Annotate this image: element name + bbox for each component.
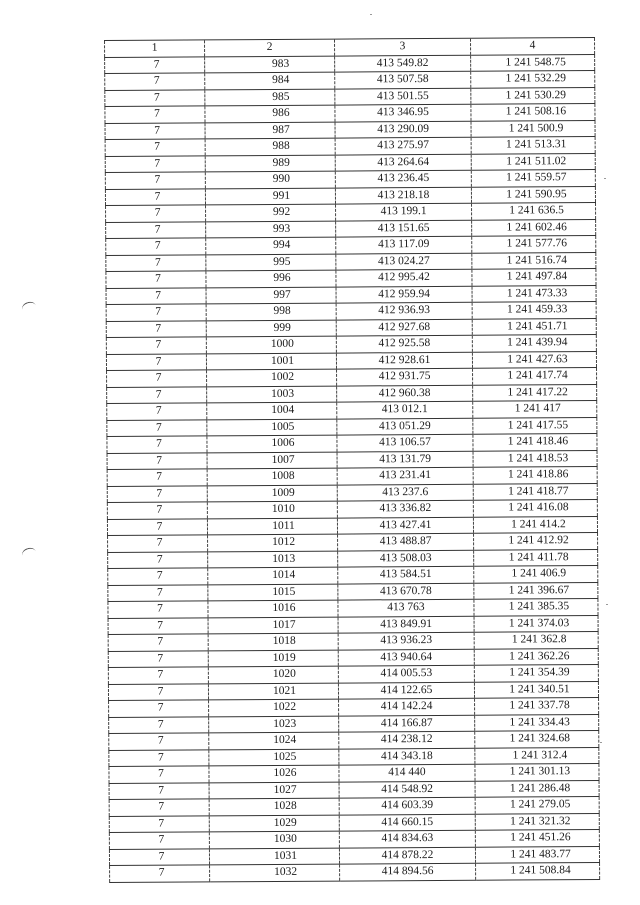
y-coordinate-cell: 1 241 590.95: [471, 186, 595, 203]
y-coordinate-cell: 1 241 636.5: [472, 203, 596, 220]
x-coordinate-cell: 414 834.63: [339, 830, 475, 847]
zone-cell: 7: [110, 865, 210, 882]
y-coordinate-cell: 1 241 301.13: [475, 763, 599, 780]
point-number-cell: 1022: [209, 699, 339, 716]
y-coordinate-cell: 1 241 602.46: [472, 219, 596, 236]
x-coordinate-cell: 413 237.6: [337, 484, 473, 501]
zone-cell: 7: [109, 716, 209, 733]
point-number-cell: 1012: [208, 534, 338, 551]
x-coordinate-cell: 413 346.95: [335, 104, 471, 121]
zone-cell: 7: [109, 832, 209, 849]
point-number-cell: 996: [206, 270, 336, 287]
y-coordinate-cell: 1 241 417: [473, 400, 597, 417]
x-coordinate-cell: 414 343.18: [339, 748, 475, 765]
x-coordinate-cell: 413 290.09: [335, 121, 471, 138]
zone-cell: 7: [108, 667, 208, 684]
y-coordinate-cell: 1 241 354.39: [474, 664, 598, 681]
x-coordinate-cell: 414 548.92: [339, 781, 475, 798]
point-number-cell: 1032: [210, 864, 340, 881]
zone-cell: 7: [109, 766, 209, 783]
scan-speck: [600, 742, 602, 743]
x-coordinate-cell: 412 931.75: [337, 368, 473, 385]
x-coordinate-cell: 413 936.23: [338, 632, 474, 649]
header-cell: 3: [334, 38, 470, 55]
zone-cell: 7: [106, 205, 206, 222]
x-coordinate-cell: 413 106.57: [337, 434, 473, 451]
x-coordinate-cell: 414 660.15: [339, 814, 475, 831]
point-number-cell: 1030: [209, 831, 339, 848]
point-number-cell: 987: [205, 122, 335, 139]
zone-cell: 7: [109, 700, 209, 717]
point-number-cell: 984: [205, 72, 335, 89]
zone-cell: 7: [109, 848, 209, 865]
y-coordinate-cell: 1 241 451.26: [475, 829, 599, 846]
zone-cell: 7: [108, 535, 208, 552]
zone-cell: 7: [109, 782, 209, 799]
point-number-cell: 999: [206, 320, 336, 337]
y-coordinate-cell: 1 241 411.78: [474, 549, 598, 566]
x-coordinate-cell: 413 584.51: [338, 566, 474, 583]
point-number-cell: 1013: [208, 551, 338, 568]
zone-cell: 7: [106, 287, 206, 304]
point-number-cell: 986: [205, 105, 335, 122]
x-coordinate-cell: 412 936.93: [336, 302, 472, 319]
y-coordinate-cell: 1 241 559.57: [471, 170, 595, 187]
point-number-cell: 1007: [207, 452, 337, 469]
y-coordinate-cell: 1 241 321.32: [475, 813, 599, 830]
x-coordinate-cell: 412 960.38: [337, 385, 473, 402]
y-coordinate-cell: 1 241 412.92: [474, 532, 598, 549]
x-coordinate-cell: 413 275.97: [335, 137, 471, 154]
y-coordinate-cell: 1 241 334.43: [475, 714, 599, 731]
header-cell: 4: [470, 38, 594, 55]
point-number-cell: 1014: [208, 567, 338, 584]
zone-cell: 7: [109, 749, 209, 766]
zone-cell: 7: [108, 568, 208, 585]
x-coordinate-cell: 414 142.24: [339, 698, 475, 715]
point-number-cell: 983: [205, 56, 335, 73]
zone-cell: 7: [105, 155, 205, 172]
y-coordinate-cell: 1 241 548.75: [471, 54, 595, 71]
punch-hole-mark: [21, 546, 38, 561]
scan-speck: [606, 604, 608, 605]
point-number-cell: 985: [205, 89, 335, 106]
zone-cell: 7: [105, 172, 205, 189]
y-coordinate-cell: 1 241 427.63: [472, 351, 596, 368]
zone-cell: 7: [107, 452, 207, 469]
zone-cell: 7: [105, 89, 205, 106]
coordinates-table: [104, 37, 600, 882]
point-number-cell: 1000: [206, 336, 336, 353]
point-number-cell: 1006: [207, 435, 337, 452]
point-number-cell: 1005: [207, 419, 337, 436]
table-body: [105, 54, 600, 882]
y-coordinate-cell: 1 241 279.05: [475, 796, 599, 813]
punch-hole-mark: [21, 300, 38, 315]
point-number-cell: 1002: [207, 369, 337, 386]
y-coordinate-cell: 1 241 497.84: [472, 268, 596, 285]
x-coordinate-cell: 414 005.53: [338, 665, 474, 682]
x-coordinate-cell: 413 117.09: [336, 236, 472, 253]
x-coordinate-cell: 413 488.87: [338, 533, 474, 550]
point-number-cell: 1011: [207, 518, 337, 535]
y-coordinate-cell: 1 241 451.71: [472, 318, 596, 335]
y-coordinate-cell: 1 241 530.29: [471, 87, 595, 104]
point-number-cell: 998: [206, 303, 336, 320]
x-coordinate-cell: 413 151.65: [336, 220, 472, 237]
point-number-cell: 1008: [207, 468, 337, 485]
header-cell: 1: [105, 40, 205, 57]
point-number-cell: 1026: [209, 765, 339, 782]
x-coordinate-cell: 412 959.94: [336, 286, 472, 303]
x-coordinate-cell: 413 231.41: [337, 467, 473, 484]
point-number-cell: 993: [206, 221, 336, 238]
y-coordinate-cell: 1 241 483.77: [475, 846, 599, 863]
point-number-cell: 1023: [209, 716, 339, 733]
point-number-cell: 1027: [209, 782, 339, 799]
y-coordinate-cell: 1 241 418.53: [473, 450, 597, 467]
y-coordinate-cell: 1 241 414.2: [473, 516, 597, 533]
zone-cell: 7: [106, 238, 206, 255]
x-coordinate-cell: 414 603.39: [339, 797, 475, 814]
x-coordinate-cell: 414 166.87: [339, 715, 475, 732]
y-coordinate-cell: 1 241 324.68: [475, 730, 599, 747]
zone-cell: 7: [108, 601, 208, 618]
point-number-cell: 1009: [207, 485, 337, 502]
y-coordinate-cell: 1 241 385.35: [474, 598, 598, 615]
y-coordinate-cell: 1 241 532.29: [471, 71, 595, 88]
zone-cell: 7: [108, 617, 208, 634]
header-cell: 2: [205, 39, 335, 56]
point-number-cell: 1003: [207, 386, 337, 403]
zone-cell: 7: [106, 304, 206, 321]
y-coordinate-cell: 1 241 511.02: [471, 153, 595, 170]
x-coordinate-cell: 413 024.27: [336, 253, 472, 270]
point-number-cell: 1031: [209, 848, 339, 865]
point-number-cell: 1010: [207, 501, 337, 518]
x-coordinate-cell: 413 236.45: [335, 170, 471, 187]
x-coordinate-cell: 414 440: [339, 764, 475, 781]
zone-cell: 7: [107, 386, 207, 403]
point-number-cell: 992: [206, 204, 336, 221]
point-number-cell: 1001: [206, 353, 336, 370]
point-number-cell: 1019: [208, 650, 338, 667]
x-coordinate-cell: 413 012.1: [337, 401, 473, 418]
zone-cell: 7: [105, 106, 205, 123]
x-coordinate-cell: 413 849.91: [338, 616, 474, 633]
zone-cell: 7: [107, 370, 207, 387]
scan-speck: [370, 14, 372, 15]
zone-cell: 7: [107, 419, 207, 436]
point-number-cell: 1015: [208, 584, 338, 601]
point-number-cell: 1021: [208, 683, 338, 700]
zone-cell: 7: [107, 436, 207, 453]
zone-cell: 7: [107, 403, 207, 420]
x-coordinate-cell: 413 427.41: [337, 517, 473, 534]
point-number-cell: 988: [205, 138, 335, 155]
x-coordinate-cell: 413 549.82: [335, 55, 471, 72]
point-number-cell: 1025: [209, 749, 339, 766]
y-coordinate-cell: 1 241 513.31: [471, 137, 595, 154]
x-coordinate-cell: 412 928.61: [336, 352, 472, 369]
y-coordinate-cell: 1 241 500.9: [471, 120, 595, 137]
zone-cell: 7: [106, 337, 206, 354]
x-coordinate-cell: 412 927.68: [336, 319, 472, 336]
point-number-cell: 1029: [209, 815, 339, 832]
x-coordinate-cell: 413 763: [338, 599, 474, 616]
y-coordinate-cell: 1 241 374.03: [474, 615, 598, 632]
y-coordinate-cell: 1 241 439.94: [472, 334, 596, 351]
y-coordinate-cell: 1 241 406.9: [474, 565, 598, 582]
point-number-cell: 1028: [209, 798, 339, 815]
y-coordinate-cell: 1 241 508.84: [476, 862, 600, 879]
zone-cell: 7: [107, 518, 207, 535]
y-coordinate-cell: 1 241 418.77: [473, 483, 597, 500]
zone-cell: 7: [108, 584, 208, 601]
zone-cell: 7: [106, 320, 206, 337]
x-coordinate-cell: 414 238.12: [339, 731, 475, 748]
point-number-cell: 990: [205, 171, 335, 188]
point-number-cell: 995: [206, 254, 336, 271]
x-coordinate-cell: 413 507.58: [335, 71, 471, 88]
zone-cell: 7: [108, 634, 208, 651]
y-coordinate-cell: 1 241 362.26: [474, 648, 598, 665]
zone-cell: 7: [105, 188, 205, 205]
zone-cell: 7: [109, 733, 209, 750]
point-number-cell: 1020: [208, 666, 338, 683]
x-coordinate-cell: 412 925.58: [336, 335, 472, 352]
y-coordinate-cell: 1 241 516.74: [472, 252, 596, 269]
zone-cell: 7: [105, 122, 205, 139]
y-coordinate-cell: 1 241 577.76: [472, 236, 596, 253]
y-coordinate-cell: 1 241 340.51: [474, 681, 598, 698]
point-number-cell: 1018: [208, 633, 338, 650]
zone-cell: 7: [107, 469, 207, 486]
zone-cell: 7: [108, 683, 208, 700]
scan-speck: [604, 178, 606, 179]
zone-cell: 7: [106, 353, 206, 370]
x-coordinate-cell: 413 131.79: [337, 451, 473, 468]
x-coordinate-cell: 413 051.29: [337, 418, 473, 435]
zone-cell: 7: [105, 139, 205, 156]
x-coordinate-cell: 414 122.65: [338, 682, 474, 699]
zone-cell: 7: [107, 502, 207, 519]
point-number-cell: 991: [205, 188, 335, 205]
x-coordinate-cell: 413 940.64: [338, 649, 474, 666]
y-coordinate-cell: 1 241 312.4: [475, 747, 599, 764]
y-coordinate-cell: 1 241 337.78: [475, 697, 599, 714]
zone-cell: 7: [108, 551, 208, 568]
point-number-cell: 1016: [208, 600, 338, 617]
x-coordinate-cell: 413 508.03: [338, 550, 474, 567]
point-number-cell: 997: [206, 287, 336, 304]
y-coordinate-cell: 1 241 396.67: [474, 582, 598, 599]
x-coordinate-cell: 413 199.1: [336, 203, 472, 220]
zone-cell: 7: [106, 221, 206, 238]
y-coordinate-cell: 1 241 417.74: [473, 367, 597, 384]
y-coordinate-cell: 1 241 417.55: [473, 417, 597, 434]
y-coordinate-cell: 1 241 416.08: [473, 499, 597, 516]
zone-cell: 7: [109, 799, 209, 816]
y-coordinate-cell: 1 241 418.46: [473, 433, 597, 450]
zone-cell: 7: [106, 254, 206, 271]
table-row: [110, 862, 600, 881]
x-coordinate-cell: 414 878.22: [339, 847, 475, 864]
zone-cell: 7: [105, 56, 205, 73]
x-coordinate-cell: 413 218.18: [335, 187, 471, 204]
point-number-cell: 994: [206, 237, 336, 254]
x-coordinate-cell: 412 995.42: [336, 269, 472, 286]
point-number-cell: 1024: [209, 732, 339, 749]
x-coordinate-cell: 414 894.56: [340, 863, 476, 880]
zone-cell: 7: [105, 73, 205, 90]
y-coordinate-cell: 1 241 418.86: [473, 466, 597, 483]
point-number-cell: 989: [205, 155, 335, 172]
y-coordinate-cell: 1 241 508.16: [471, 104, 595, 121]
zone-cell: 7: [107, 485, 207, 502]
x-coordinate-cell: 413 264.64: [335, 154, 471, 171]
y-coordinate-cell: 1 241 417.22: [473, 384, 597, 401]
zone-cell: 7: [109, 815, 209, 832]
zone-cell: 7: [108, 650, 208, 667]
y-coordinate-cell: 1 241 362.8: [474, 631, 598, 648]
zone-cell: 7: [106, 271, 206, 288]
x-coordinate-cell: 413 501.55: [335, 88, 471, 105]
point-number-cell: 1017: [208, 617, 338, 634]
y-coordinate-cell: 1 241 286.48: [475, 780, 599, 797]
y-coordinate-cell: 1 241 473.33: [472, 285, 596, 302]
point-number-cell: 1004: [207, 402, 337, 419]
y-coordinate-cell: 1 241 459.33: [472, 301, 596, 318]
x-coordinate-cell: 413 670.78: [338, 583, 474, 600]
x-coordinate-cell: 413 336.82: [337, 500, 473, 517]
